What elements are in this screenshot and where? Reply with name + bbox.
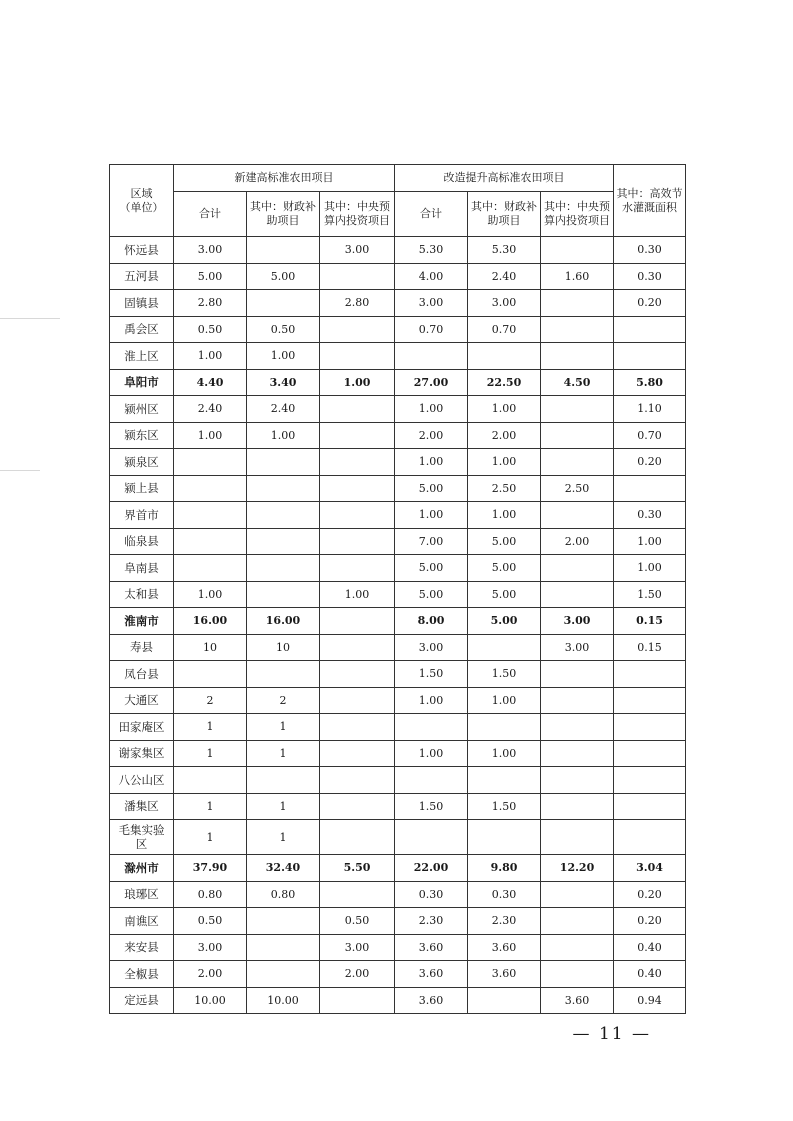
upgrade-central-cell (541, 502, 614, 529)
new-finance-cell (247, 528, 320, 555)
table-row (110, 881, 686, 908)
new-total-cell: 4.40 (174, 369, 247, 396)
region-name-cell: 颍上县 (110, 475, 174, 502)
new-central-cell (320, 555, 395, 582)
upgrade-total-cell: 2.30 (395, 908, 468, 935)
new-total-cell: 2.00 (174, 961, 247, 988)
upgrade-central-cell: 3.00 (541, 634, 614, 661)
efficient-cell: 5.80 (614, 369, 686, 396)
new-total-cell (174, 528, 247, 555)
new-central-cell: 5.50 (320, 855, 395, 882)
region-name-cell: 谢家集区 (110, 740, 174, 767)
upgrade-finance-cell: 5.30 (468, 237, 541, 264)
upgrade-total-cell: 22.00 (395, 855, 468, 882)
new-total-cell: 5.00 (174, 263, 247, 290)
upgrade-central-cell (541, 740, 614, 767)
region-name-cell: 界首市 (110, 502, 174, 529)
efficient-cell: 0.20 (614, 290, 686, 317)
new-central-cell (320, 396, 395, 423)
efficient-cell: 1.00 (614, 528, 686, 555)
new-finance-cell (247, 934, 320, 961)
upgrade-central-cell (541, 961, 614, 988)
header-new-finance: 其中：财政补助项目 (247, 192, 320, 237)
table-row (110, 793, 686, 820)
table-body (110, 237, 686, 1014)
upgrade-central-cell (541, 767, 614, 794)
new-central-cell: 2.00 (320, 961, 395, 988)
efficient-cell: 0.20 (614, 881, 686, 908)
table-row (110, 740, 686, 767)
header-region: 区域 （单位） (110, 165, 174, 237)
upgrade-total-cell (395, 767, 468, 794)
table-row (110, 290, 686, 317)
new-total-cell: 1.00 (174, 422, 247, 449)
region-name-cell: 田家庵区 (110, 714, 174, 741)
efficient-cell: 0.20 (614, 449, 686, 476)
new-central-cell (320, 343, 395, 370)
upgrade-finance-cell: 5.00 (468, 528, 541, 555)
upgrade-central-cell (541, 714, 614, 741)
new-finance-cell: 1 (247, 820, 320, 855)
header-group-upgrade: 改造提升高标准农田项目 (395, 165, 614, 192)
table-row (110, 687, 686, 714)
new-total-cell: 16.00 (174, 608, 247, 635)
upgrade-total-cell: 7.00 (395, 528, 468, 555)
region-name-cell: 定远县 (110, 987, 174, 1014)
upgrade-total-cell: 3.60 (395, 987, 468, 1014)
new-central-cell: 2.80 (320, 290, 395, 317)
efficient-cell (614, 343, 686, 370)
new-finance-cell: 2 (247, 687, 320, 714)
efficient-cell: 0.40 (614, 961, 686, 988)
new-total-cell: 3.00 (174, 934, 247, 961)
new-finance-cell (247, 502, 320, 529)
upgrade-central-cell (541, 934, 614, 961)
new-total-cell (174, 767, 247, 794)
new-central-cell (320, 740, 395, 767)
new-total-cell: 0.50 (174, 316, 247, 343)
region-name-cell: 全椒县 (110, 961, 174, 988)
upgrade-central-cell (541, 422, 614, 449)
new-total-cell: 3.00 (174, 237, 247, 264)
new-total-cell: 2 (174, 687, 247, 714)
upgrade-central-cell (541, 237, 614, 264)
new-central-cell (320, 608, 395, 635)
new-finance-cell (247, 237, 320, 264)
new-central-cell (320, 528, 395, 555)
table-row (110, 316, 686, 343)
upgrade-central-cell: 2.00 (541, 528, 614, 555)
new-central-cell: 1.00 (320, 369, 395, 396)
new-central-cell (320, 714, 395, 741)
header-efficient-irrigation: 其中：高效节水灌溉面积 (614, 165, 686, 237)
region-name-cell: 淮上区 (110, 343, 174, 370)
upgrade-total-cell: 1.00 (395, 449, 468, 476)
table-row (110, 767, 686, 794)
scan-mark (0, 470, 40, 471)
upgrade-total-cell: 1.00 (395, 502, 468, 529)
new-finance-cell: 1 (247, 793, 320, 820)
new-total-cell: 2.40 (174, 396, 247, 423)
upgrade-finance-cell (468, 343, 541, 370)
table-row (110, 502, 686, 529)
upgrade-central-cell (541, 581, 614, 608)
new-central-cell (320, 263, 395, 290)
new-finance-cell: 1 (247, 714, 320, 741)
upgrade-finance-cell: 3.00 (468, 290, 541, 317)
new-finance-cell (247, 555, 320, 582)
region-name-cell: 琅琊区 (110, 881, 174, 908)
new-total-cell: 10.00 (174, 987, 247, 1014)
upgrade-central-cell (541, 881, 614, 908)
header-upgrade-central: 其中：中央预算内投资项目 (541, 192, 614, 237)
new-total-cell: 1 (174, 740, 247, 767)
region-name-cell: 寿县 (110, 634, 174, 661)
upgrade-central-cell (541, 908, 614, 935)
upgrade-total-cell: 4.00 (395, 263, 468, 290)
new-finance-cell: 0.50 (247, 316, 320, 343)
table-row (110, 855, 686, 882)
new-central-cell (320, 316, 395, 343)
efficient-cell: 0.30 (614, 502, 686, 529)
upgrade-central-cell: 12.20 (541, 855, 614, 882)
upgrade-central-cell: 3.60 (541, 987, 614, 1014)
header-new-central: 其中：中央预算内投资项目 (320, 192, 395, 237)
upgrade-total-cell (395, 714, 468, 741)
upgrade-finance-cell: 1.00 (468, 740, 541, 767)
upgrade-finance-cell: 5.00 (468, 608, 541, 635)
new-central-cell (320, 661, 395, 688)
upgrade-total-cell: 8.00 (395, 608, 468, 635)
new-total-cell (174, 502, 247, 529)
header-row-2 (110, 192, 686, 237)
new-finance-cell (247, 290, 320, 317)
region-name-cell: 颍东区 (110, 422, 174, 449)
efficient-cell (614, 475, 686, 502)
upgrade-finance-cell: 0.30 (468, 881, 541, 908)
upgrade-total-cell: 5.00 (395, 475, 468, 502)
new-finance-cell: 1.00 (247, 343, 320, 370)
header-group-new: 新建高标准农田项目 (174, 165, 395, 192)
header-upgrade-total: 合计 (395, 192, 468, 237)
table-row (110, 263, 686, 290)
region-name-cell: 八公山区 (110, 767, 174, 794)
new-central-cell (320, 449, 395, 476)
upgrade-total-cell: 0.30 (395, 881, 468, 908)
upgrade-central-cell: 4.50 (541, 369, 614, 396)
efficient-cell (614, 767, 686, 794)
upgrade-total-cell: 5.30 (395, 237, 468, 264)
new-central-cell (320, 881, 395, 908)
new-finance-cell: 2.40 (247, 396, 320, 423)
header-upgrade-finance: 其中：财政补助项目 (468, 192, 541, 237)
new-central-cell (320, 767, 395, 794)
table-row (110, 369, 686, 396)
new-total-cell (174, 555, 247, 582)
upgrade-total-cell: 1.00 (395, 687, 468, 714)
efficient-cell: 0.20 (614, 908, 686, 935)
efficient-cell: 0.30 (614, 263, 686, 290)
upgrade-central-cell (541, 316, 614, 343)
upgrade-finance-cell: 3.60 (468, 934, 541, 961)
region-name-cell: 大通区 (110, 687, 174, 714)
upgrade-total-cell: 27.00 (395, 369, 468, 396)
region-name-cell: 颍州区 (110, 396, 174, 423)
new-total-cell: 37.90 (174, 855, 247, 882)
new-central-cell (320, 502, 395, 529)
new-total-cell: 2.80 (174, 290, 247, 317)
upgrade-finance-cell: 2.00 (468, 422, 541, 449)
new-total-cell: 1.00 (174, 581, 247, 608)
farmland-project-table (109, 164, 686, 1014)
table-row (110, 396, 686, 423)
efficient-cell: 0.70 (614, 422, 686, 449)
upgrade-central-cell (541, 449, 614, 476)
table-row (110, 237, 686, 264)
new-central-cell (320, 687, 395, 714)
new-finance-cell: 5.00 (247, 263, 320, 290)
table-row (110, 581, 686, 608)
upgrade-central-cell (541, 687, 614, 714)
header-row-1 (110, 165, 686, 192)
table-row (110, 343, 686, 370)
page-number: — 11 — (572, 1024, 651, 1044)
efficient-cell (614, 661, 686, 688)
upgrade-finance-cell (468, 767, 541, 794)
upgrade-finance-cell: 1.00 (468, 502, 541, 529)
upgrade-central-cell: 3.00 (541, 608, 614, 635)
scan-mark (0, 318, 60, 319)
region-name-cell: 阜南县 (110, 555, 174, 582)
new-central-cell (320, 422, 395, 449)
efficient-cell (614, 714, 686, 741)
new-finance-cell: 3.40 (247, 369, 320, 396)
upgrade-total-cell: 0.70 (395, 316, 468, 343)
table-row (110, 714, 686, 741)
efficient-cell (614, 316, 686, 343)
efficient-cell (614, 740, 686, 767)
upgrade-total-cell: 2.00 (395, 422, 468, 449)
efficient-cell: 1.10 (614, 396, 686, 423)
upgrade-total-cell (395, 820, 468, 855)
region-name-cell: 阜阳市 (110, 369, 174, 396)
table-row (110, 422, 686, 449)
table-row (110, 449, 686, 476)
upgrade-finance-cell: 1.50 (468, 793, 541, 820)
efficient-cell: 0.30 (614, 237, 686, 264)
region-name-cell: 南谯区 (110, 908, 174, 935)
region-name-cell: 潘集区 (110, 793, 174, 820)
region-name-cell: 怀远县 (110, 237, 174, 264)
new-central-cell (320, 475, 395, 502)
upgrade-central-cell (541, 793, 614, 820)
upgrade-finance-cell (468, 634, 541, 661)
new-total-cell (174, 475, 247, 502)
upgrade-total-cell: 3.60 (395, 961, 468, 988)
table-row (110, 475, 686, 502)
new-total-cell: 0.50 (174, 908, 247, 935)
region-name-cell: 临泉县 (110, 528, 174, 555)
upgrade-finance-cell: 2.30 (468, 908, 541, 935)
upgrade-central-cell: 1.60 (541, 263, 614, 290)
upgrade-total-cell: 3.00 (395, 290, 468, 317)
new-central-cell: 3.00 (320, 237, 395, 264)
region-name-cell: 淮南市 (110, 608, 174, 635)
new-total-cell: 1 (174, 793, 247, 820)
region-name-cell: 来安县 (110, 934, 174, 961)
new-total-cell: 1 (174, 820, 247, 855)
new-total-cell: 0.80 (174, 881, 247, 908)
new-central-cell: 3.00 (320, 934, 395, 961)
upgrade-finance-cell (468, 987, 541, 1014)
region-name-cell: 颍泉区 (110, 449, 174, 476)
upgrade-finance-cell: 1.00 (468, 449, 541, 476)
region-name-cell: 五河县 (110, 263, 174, 290)
table-row (110, 555, 686, 582)
new-finance-cell (247, 961, 320, 988)
efficient-cell: 1.50 (614, 581, 686, 608)
upgrade-total-cell: 1.00 (395, 396, 468, 423)
upgrade-finance-cell: 2.50 (468, 475, 541, 502)
region-name-cell: 太和县 (110, 581, 174, 608)
efficient-cell (614, 820, 686, 855)
new-finance-cell: 1.00 (247, 422, 320, 449)
upgrade-finance-cell: 9.80 (468, 855, 541, 882)
upgrade-finance-cell: 5.00 (468, 581, 541, 608)
table-row (110, 820, 686, 855)
upgrade-finance-cell: 0.70 (468, 316, 541, 343)
new-finance-cell: 0.80 (247, 881, 320, 908)
table-row (110, 528, 686, 555)
upgrade-central-cell (541, 343, 614, 370)
upgrade-central-cell (541, 396, 614, 423)
new-central-cell (320, 793, 395, 820)
upgrade-finance-cell (468, 820, 541, 855)
upgrade-central-cell: 2.50 (541, 475, 614, 502)
efficient-cell (614, 687, 686, 714)
new-central-cell (320, 820, 395, 855)
table-row (110, 661, 686, 688)
upgrade-total-cell: 5.00 (395, 555, 468, 582)
table-row (110, 961, 686, 988)
new-total-cell (174, 449, 247, 476)
efficient-cell: 0.15 (614, 608, 686, 635)
new-total-cell: 1 (174, 714, 247, 741)
upgrade-total-cell (395, 343, 468, 370)
new-finance-cell (247, 908, 320, 935)
new-finance-cell: 1 (247, 740, 320, 767)
upgrade-central-cell (541, 661, 614, 688)
header-new-total: 合计 (174, 192, 247, 237)
upgrade-finance-cell (468, 714, 541, 741)
table-row (110, 634, 686, 661)
efficient-cell: 3.04 (614, 855, 686, 882)
upgrade-finance-cell: 22.50 (468, 369, 541, 396)
region-name-cell: 毛集实验区 (110, 820, 174, 855)
new-finance-cell: 32.40 (247, 855, 320, 882)
new-central-cell (320, 987, 395, 1014)
upgrade-central-cell (541, 820, 614, 855)
new-finance-cell (247, 661, 320, 688)
region-name-cell: 滁州市 (110, 855, 174, 882)
table-row (110, 608, 686, 635)
new-finance-cell (247, 449, 320, 476)
upgrade-central-cell (541, 555, 614, 582)
new-central-cell: 1.00 (320, 581, 395, 608)
upgrade-central-cell (541, 290, 614, 317)
upgrade-total-cell: 1.50 (395, 793, 468, 820)
upgrade-finance-cell: 1.00 (468, 396, 541, 423)
new-finance-cell: 10 (247, 634, 320, 661)
table-row (110, 934, 686, 961)
new-central-cell (320, 634, 395, 661)
new-finance-cell (247, 581, 320, 608)
upgrade-total-cell: 1.00 (395, 740, 468, 767)
upgrade-finance-cell: 1.50 (468, 661, 541, 688)
region-name-cell: 凤台县 (110, 661, 174, 688)
upgrade-finance-cell: 1.00 (468, 687, 541, 714)
new-total-cell (174, 661, 247, 688)
region-name-cell: 固镇县 (110, 290, 174, 317)
efficient-cell: 0.94 (614, 987, 686, 1014)
new-total-cell: 1.00 (174, 343, 247, 370)
efficient-cell: 0.40 (614, 934, 686, 961)
new-finance-cell (247, 475, 320, 502)
table-row (110, 908, 686, 935)
new-central-cell: 0.50 (320, 908, 395, 935)
efficient-cell (614, 793, 686, 820)
upgrade-total-cell: 3.00 (395, 634, 468, 661)
new-finance-cell (247, 767, 320, 794)
region-name-cell: 禹会区 (110, 316, 174, 343)
efficient-cell: 1.00 (614, 555, 686, 582)
upgrade-total-cell: 1.50 (395, 661, 468, 688)
new-finance-cell: 10.00 (247, 987, 320, 1014)
upgrade-total-cell: 5.00 (395, 581, 468, 608)
efficient-cell: 0.15 (614, 634, 686, 661)
upgrade-total-cell: 3.60 (395, 934, 468, 961)
table-row (110, 987, 686, 1014)
upgrade-finance-cell: 2.40 (468, 263, 541, 290)
new-finance-cell: 16.00 (247, 608, 320, 635)
new-total-cell: 10 (174, 634, 247, 661)
upgrade-finance-cell: 5.00 (468, 555, 541, 582)
upgrade-finance-cell: 3.60 (468, 961, 541, 988)
